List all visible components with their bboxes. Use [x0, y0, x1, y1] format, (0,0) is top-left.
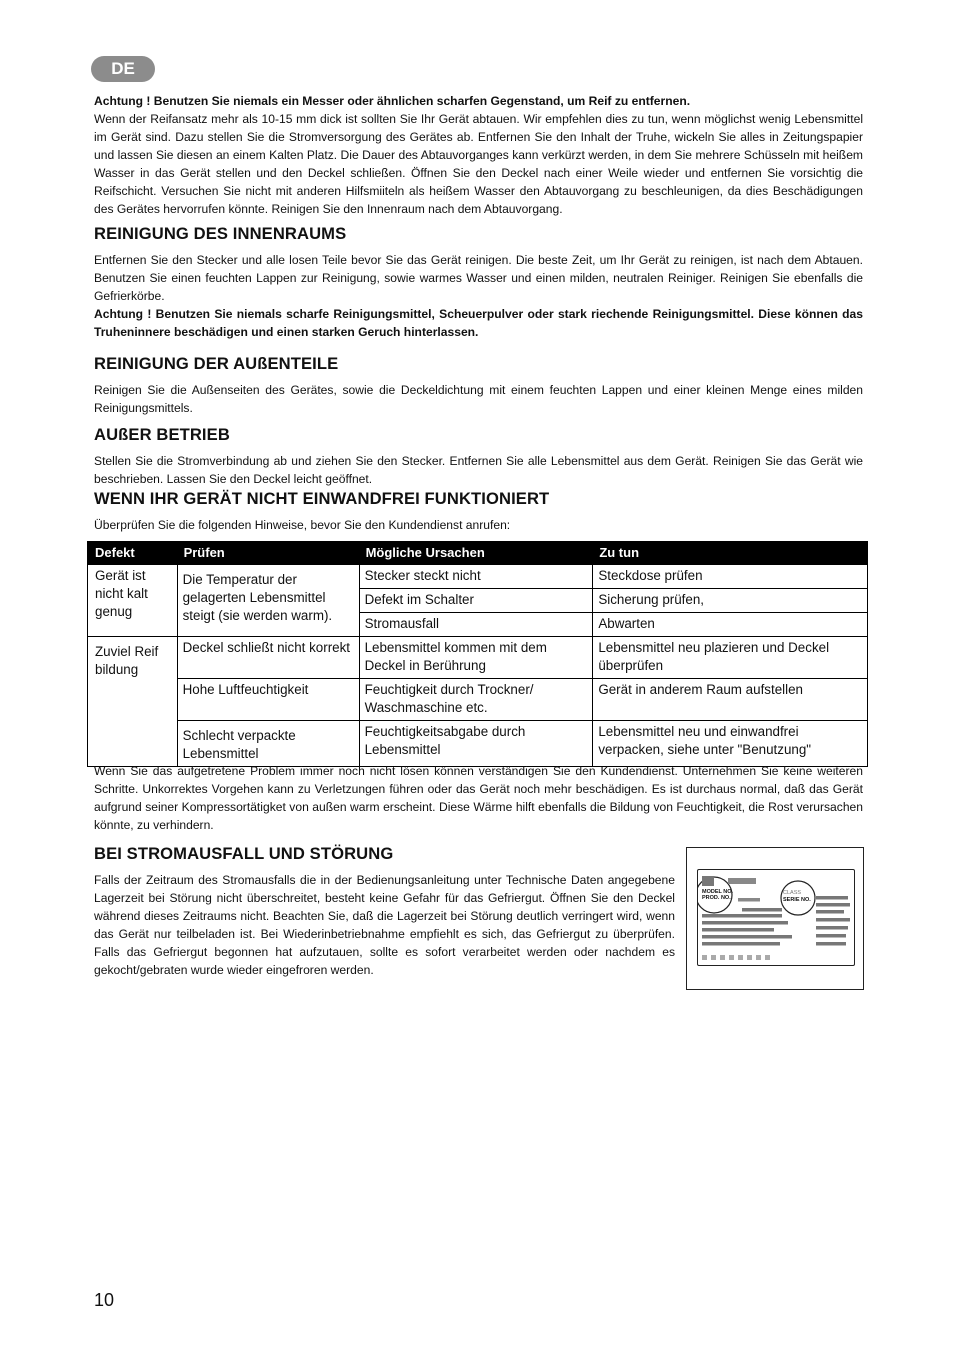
cell-pruefen: Schlecht verpackte Lebensmittel: [177, 721, 359, 767]
table-row: [88, 565, 868, 589]
power-failure-text: Falls der Zeitraum des Stromausfalls die in der Bedienungsanleitung unter Technische Daten angegebene Lagerzeit bei Störung nicht überschreitet, besteht keine Gefahr für das Gefriergut. Öffnen Sie den Deckel während dieses Zeitraums nicht. Beachten Sie, daß die Lagerzeit bei Störung deutlich verringert wird, wenn das Gerät nur teilbeladen ist. Bei Wiederinbetriebnahme empfiehlt es sich, das Gefriergut zu überprüfen. Falls das Gefriergut begonnen hat aufzutauen, sollte es sofort verarbeitet werden oder nachdem es gekocht/gebraten wurde wieder eingefroren werden.: [94, 873, 675, 977]
cell-ursache: Feuchtigkeitsabgabe durch Lebensmittel: [359, 721, 593, 767]
out-of-service-text: Stellen Sie die Stromverbindung ab und ziehen Sie den Stecker. Entfernen Sie alle Lebensmittel aus dem Gerät. Reinigen Sie das Gerät wie beschrieben. Lassen Sie den Deckel leicht geöffnet.: [94, 454, 863, 486]
plate-serie-label: SERIE NO.: [783, 897, 811, 903]
cell-pruefen: Hohe Luftfeuchtigkeit: [177, 679, 359, 721]
cell-zu-tun: Lebensmittel neu und einwandfrei verpacken, siehe unter "Benutzung": [593, 721, 868, 767]
col-header-pruefen: Prüfen: [177, 542, 359, 565]
cell-zu-tun: Sicherung prüfen,: [593, 589, 868, 613]
troubleshooting-after-text: Wenn Sie das aufgetretene Problem immer noch nicht lösen können verständigen Sie den Kundendienst. Unternehmen Sie keine weiteren Schritte. Unkorrektes Vorgehen kann zu Verletzungen führen oder das Gerät noch mehr beschädigen. Es ist durchaus normal, daß das Gerät aufgrund seiner Kompressortätigket von außen warm erscheint. Diese Wärme hilft ebenfalls die Bildung von Feuchtigkeit, die Rost verursachen könnte, zu verhindern.: [94, 764, 863, 832]
rating-plate: [697, 869, 855, 966]
col-header-defekt: Defekt: [88, 542, 178, 565]
cell-ursache: Stromausfall: [359, 613, 593, 637]
cell-ursache: Defekt im Schalter: [359, 589, 593, 613]
cell-ursache: Lebensmittel kommen mit dem Deckel in Berührung: [359, 637, 593, 679]
table-row: [88, 637, 868, 679]
rating-plate-graphic: [698, 870, 854, 965]
table-row: [88, 721, 868, 767]
table-header-row: [88, 542, 868, 565]
cell-defekt: Zuviel Reif bildung: [88, 637, 178, 767]
cell-defekt: Gerät ist nicht kalt genug: [88, 565, 178, 637]
cell-zu-tun: Abwarten: [593, 613, 868, 637]
cleaning-interior-text: Entfernen Sie den Stecker und alle losen Teile bevor Sie das Gerät reinigen. Die beste Zeit, um Ihr Gerät zu reinigen, ist nach dem Abtauen. Benutzen Sie einen feuchten Lappen zur Reinigung, sowie warmes Wasser und einen milden, neutralen Reiniger. Reinigen Sie ebenfalls die Gefrierkörbe.: [94, 253, 863, 303]
heading-power-failure: BEI STROMAUSFALL UND STÖRUNG: [94, 844, 394, 863]
cell-ursache: Stecker steckt nicht: [359, 565, 593, 589]
cell-ursache: Feuchtigkeit durch Trockner/ Waschmaschine etc.: [359, 679, 593, 721]
cleaning-exterior-text: Reinigen Sie die Außenseiten des Gerätes, sowie die Deckeldichtung mit einem feuchten Lappen und einer kleinen Menge eines milden Reinigungsmittels.: [94, 383, 863, 415]
cell-zu-tun: Gerät in anderem Raum aufstellen: [593, 679, 868, 721]
cell-zu-tun: Lebensmittel neu plazieren und Deckel überprüfen: [593, 637, 868, 679]
heading-cleaning-exterior: REINIGUNG DER AUßENTEILE: [94, 354, 339, 373]
defrost-text: Wenn der Reifansatz mehr als 10-15 mm dick ist sollten Sie Ihr Gerät abtauen. Wir empfehlen dies zu tun, wenn möglichst wenig Lebensmittel im Gerät sind. Dazu stellen Sie die Stromversorgung des Gerätes ab. Entfernen Sie den Inhalt der Truhe, wickeln Sie alles in Zeitungspapier und lassen Sie diesen an einem Kalten Platz. Die Dauer des Abtauvorganges kann verkürzt werden, in dem Sie mehrere Schüsseln mit heißem Wasser in das Gerät stellen und den Deckel schließen. Öffnen Sie den Deckel nach einer Weile wieder und entfernen Sie vorsichtig die Reifschicht. Versuchen Sie nicht mit anderen Hilfsmiiteln als heißem Wasser den Abtauvorgang zu beschleunigen, da dies Beschädigungen des Gerätes hervorrufen könnte. Reinigen Sie den Innenraum nach dem Abtauvorgang.: [94, 112, 863, 216]
page-number: 10: [94, 1290, 115, 1310]
col-header-ursachen: Mögliche Ursachen: [359, 542, 593, 565]
table-row: [88, 679, 868, 721]
col-header-zu-tun: Zu tun: [593, 542, 868, 565]
heading-out-of-service: AUßER BETRIEB: [94, 425, 230, 444]
troubleshooting-table: [87, 541, 868, 767]
defrost-warning: Achtung ! Benutzen Sie niemals ein Messer oder ähnlichen scharfen Gegenstand, um Reif zu entfernen.: [94, 94, 691, 108]
heading-troubleshooting: WENN IHR GERÄT NICHT EINWANDFREI FUNKTIONIERT: [94, 489, 550, 508]
troubleshooting-intro: Überprüfen Sie die folgenden Hinweise, bevor Sie den Kundendienst anrufen:: [94, 518, 511, 532]
cell-zu-tun: Steckdose prüfen: [593, 565, 868, 589]
cleaning-interior-warning: Achtung ! Benutzen Sie niemals scharfe Reinigungsmittel, Scheuerpulver oder stark riechende Reinigungsmittel. Diese können das Truheninnere beschädigen und einen starken Geruch hinterlassen.: [94, 307, 863, 339]
language-badge: DE: [91, 56, 155, 82]
heading-cleaning-interior: REINIGUNG DES INNENRAUMS: [94, 224, 347, 243]
cell-pruefen: Deckel schließt nicht korrekt: [177, 637, 359, 679]
plate-class-label: CLASS: [783, 890, 802, 896]
cell-pruefen: Die Temperatur der gelagerten Lebensmittel steigt (sie werden warm).: [177, 565, 359, 637]
plate-model-label: MODEL NO. PROD. NO.: [702, 889, 734, 901]
